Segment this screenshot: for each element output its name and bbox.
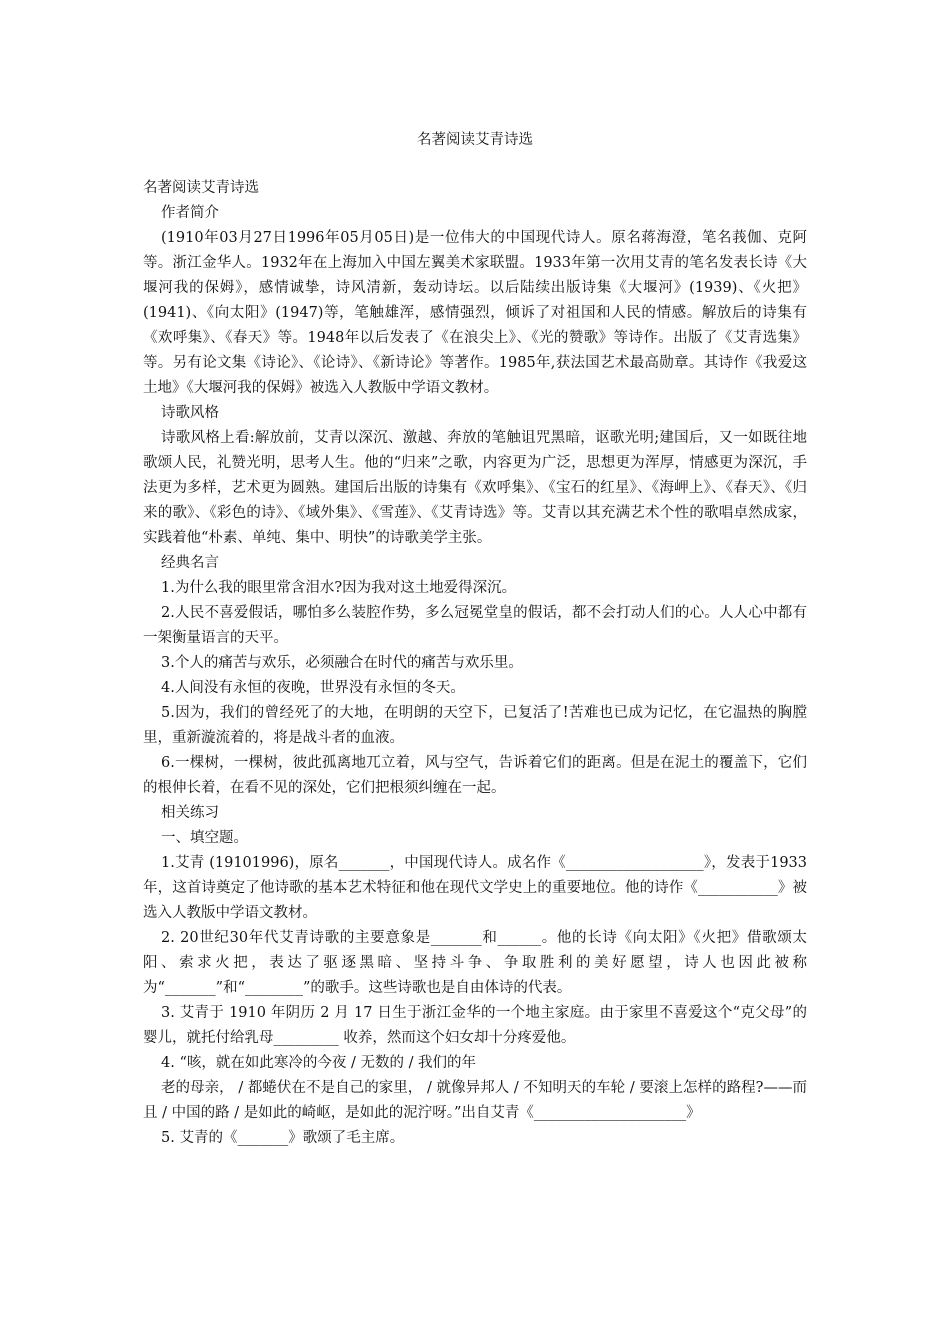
section-heading-exercises: 相关练习 <box>161 805 219 821</box>
document-body <box>143 176 807 1151</box>
exercise-item-5: 5. 艾青的《_______》歌颂了毛主席。 <box>161 1130 405 1146</box>
quote-item-2: 2.人民不喜爱假话，哪怕多么装腔作势，多么冠冕堂皇的假话，都不会打动人们的心。人人心中都有一架衡量语言的天平。 <box>143 605 807 646</box>
exercise-item-4a: 4. “咳，就在如此寒冷的今夜 / 无数的 / 我们的年 <box>161 1055 477 1071</box>
quote-item-4: 4.人间没有永恒的夜晚，世界没有永恒的冬天。 <box>161 680 465 696</box>
quote-item-5: 5.因为，我们的曾经死了的大地，在明朗的天空下，已复活了!苦难也已成为记忆，在它温热的胸膛里，重新漩流着的，将是战斗者的血液。 <box>143 705 807 746</box>
paragraph-author-bio: (1910年03月27日1996年05月05日)是一位伟大的中国现代诗人。原名蒋海澄，笔名莪伽、克阿等。浙江金华人。1932年在上海加入中国左翼美术家联盟。1933年第一次用艾青的笔名发表长诗《大堰河我的保姆》，感情诚挚，诗风清新，轰动诗坛。以后陆续出版诗集《大堰河》(1939)、《火把》(1941)、《向太阳》(1947)等，笔触雄浑，感情强烈，倾诉了对祖国和人民的情感。解放后的诗集有《欢呼集》、《春天》等。1948年以后发表了《在浪尖上》、《光的赞歌》等诗作。出版了《艾青选集》等。另有论文集《诗论》、《论诗》、《新诗论》等著作。1985年,获法国艺术最高勋章。其诗作《我爱这土地》《大堰河我的保姆》被选入人教版中学语文教材。 <box>143 230 807 396</box>
exercise-item-2: 2. 20世纪30年代艾青诗歌的主要意象是_______和______。他的长诗《向太阳》《火把》借歌颂太阳、索求火把，表达了驱逐黑暗、坚持斗争、争取胜利的美好愿望，诗人也因此被称为“_______”和“________”的歌手。这些诗歌也是自由体诗的代表。 <box>143 930 807 996</box>
quote-item-1: 1.为什么我的眼里常含泪水?因为我对这土地爱得深沉。 <box>161 580 517 596</box>
section-heading-author: 作者简介 <box>161 205 219 221</box>
section-heading-fill-blank: 一、填空题。 <box>161 830 248 846</box>
paragraph-poetry-style: 诗歌风格上看:解放前，艾青以深沉、激越、奔放的笔触诅咒黑暗，讴歌光明;建国后，又一如既往地歌颂人民，礼赞光明，思考人生。他的“归来”之歌，内容更为广泛，思想更为浑厚，情感更为深沉，手法更为多样，艺术更为圆熟。建国后出版的诗集有《欢呼集》、《宝石的红星》、《海岬上》、《春天》、《归来的歌》、《彩色的诗》、《域外集》、《雪莲》、《艾青诗选》等。艾青以其充满艺术个性的歌唱卓然成家，实践着他“朴素、单纯、集中、明快”的诗歌美学主张。 <box>143 430 807 546</box>
exercise-item-1: 1.艾青 (19101996)，原名_______，中国现代诗人。成名作《___________________》，发表于1933 年，这首诗奠定了他诗歌的基本艺术特征和他在现代文学史上的重要地位。他的诗作《___________》被选入人教版中学语文教材。 <box>143 855 807 921</box>
paragraph-intro-title: 名著阅读艾青诗选 <box>143 180 259 196</box>
exercise-item-4b: 老的母亲， / 都蜷伏在不是自己的家里， / 就像异邦人 / 不知明天的车轮 / 要滚上怎样的路程?——而且 / 中国的路 / 是如此的崎岖，是如此的泥泞呀。”出自艾青《_____________________》 <box>143 1080 807 1121</box>
section-heading-quotes: 经典名言 <box>161 555 219 571</box>
quote-item-3: 3.个人的痛苦与欢乐，必须融合在时代的痛苦与欢乐里。 <box>161 655 523 671</box>
exercise-item-3: 3. 艾青于 1910 年阴历 2 月 17 日生于浙江金华的一个地主家庭。由于家里不喜爱这个“克父母”的婴儿，就托付给乳母_________ 收养，然而这个妇女却十分疼爱他。 <box>143 1005 807 1046</box>
section-heading-style: 诗歌风格 <box>161 405 219 421</box>
document-title: 名著阅读艾青诗选 <box>417 132 533 148</box>
quote-item-6: 6.一棵树，一棵树，彼此孤离地兀立着，风与空气，告诉着它们的距离。但是在泥土的覆盖下，它们的根伸长着，在看不见的深处，它们把根须纠缠在一起。 <box>143 755 807 796</box>
